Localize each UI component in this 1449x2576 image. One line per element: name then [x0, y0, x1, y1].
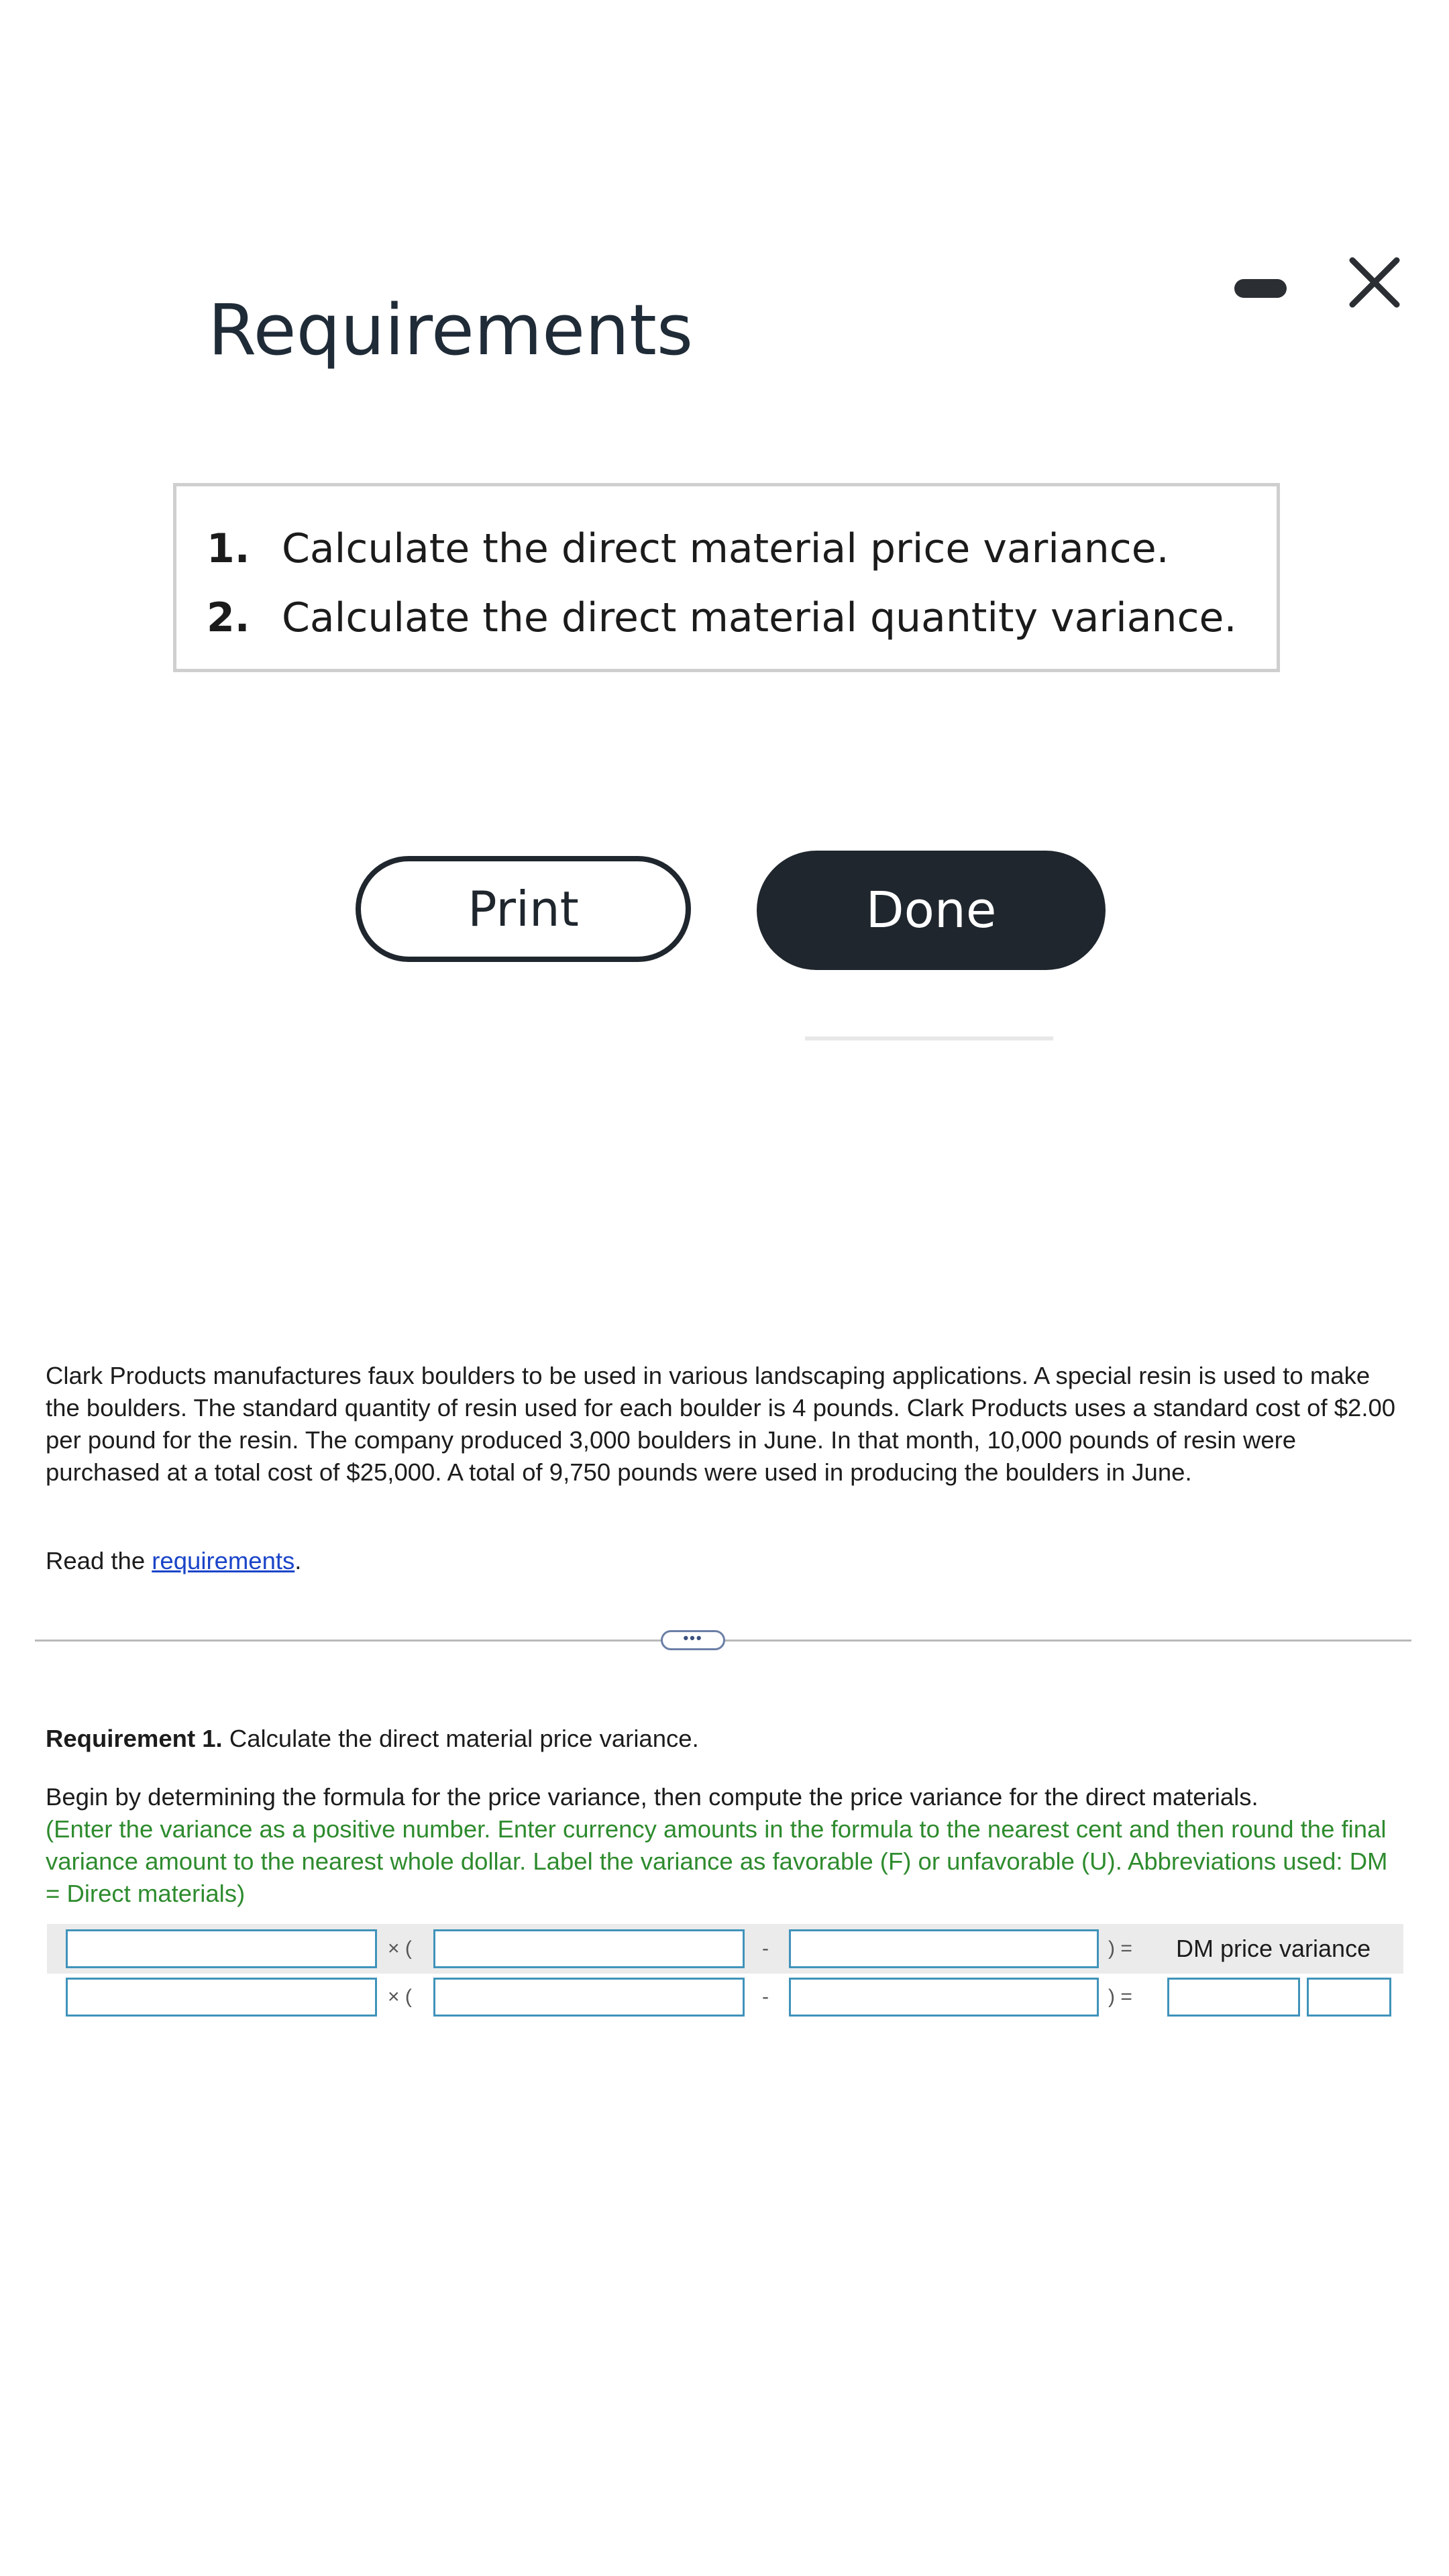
formula-row2-std-price-input[interactable] [789, 1978, 1099, 2017]
popup-title: Requirements [208, 289, 694, 371]
minus-sign: - [762, 1986, 769, 2008]
formula-row2-quantity-input[interactable] [66, 1978, 377, 2017]
formula-row1-quantity-input[interactable] [66, 1929, 377, 1968]
close-paren-equals: ) = [1108, 1937, 1132, 1960]
requirement-item-1 [207, 515, 1277, 584]
button-shadow-divider [805, 1036, 1053, 1040]
expand-more-button[interactable]: ••• [661, 1630, 725, 1650]
times-open-paren: × ( [388, 1986, 412, 2008]
requirement-number: 1. [207, 525, 250, 572]
formula-row2-price-input[interactable] [433, 1978, 745, 2017]
times-open-paren: × ( [388, 1937, 412, 1960]
read-suffix: . [294, 1547, 302, 1574]
print-button[interactable]: Print [356, 856, 691, 962]
requirement-text: Calculate the direct material quantity variance. [282, 594, 1237, 641]
requirements-list-box [173, 483, 1280, 672]
requirements-list [207, 515, 1277, 653]
dm-price-variance-label: DM price variance [1176, 1935, 1371, 1962]
requirement-1-heading [46, 1723, 699, 1755]
requirement-number: 2. [207, 594, 250, 641]
requirements-link[interactable]: requirements [152, 1547, 295, 1574]
read-prefix: Read the [46, 1547, 152, 1574]
formula-row1-std-price-input[interactable] [789, 1929, 1099, 1968]
requirement-item-2 [207, 584, 1277, 653]
problem-statement: Clark Products manufactures faux boulders to be used in various landscaping applications. A special resin is used to make the boulders. The standard quantity of resin used for each boulder is 4 pounds. Clark Products uses a standard cost of $2.00 per pound for the resin. The company produced 3,000 boulders in June. In that month, 10,000 pounds of resin were purchased at a total cost of $25,000. A total of 9,750 pounds were used in producing the boulders in June. [46, 1362, 1396, 1486]
done-button[interactable]: Done [757, 851, 1106, 970]
requirement-1-text: Calculate the direct material price variance. [222, 1725, 699, 1752]
minimize-icon[interactable] [1234, 279, 1287, 298]
close-icon[interactable] [1344, 252, 1405, 313]
requirement-text: Calculate the direct material price variance. [282, 525, 1169, 572]
instruction-text: Begin by determining the formula for the price variance, then compute the price variance for the direct materials. [46, 1783, 1258, 1811]
variance-amount-input[interactable] [1167, 1978, 1300, 2017]
instructions [46, 1781, 1407, 1910]
variance-label-input[interactable] [1307, 1978, 1391, 2017]
instruction-hint: (Enter the variance as a positive number. Enter currency amounts in the formula to the nearest cent and then round the final variance amount to the nearest whole dollar. Label the variance as favorable (F) or unfavorable (U). Abbreviations used: DM = Direct materials) [46, 1815, 1388, 1907]
requirement-1-label: Requirement 1. [46, 1725, 223, 1752]
minus-sign: - [762, 1937, 769, 1960]
read-requirements-line [46, 1545, 301, 1577]
formula-row1-price-input[interactable] [433, 1929, 745, 1968]
close-paren-equals: ) = [1108, 1986, 1132, 2008]
